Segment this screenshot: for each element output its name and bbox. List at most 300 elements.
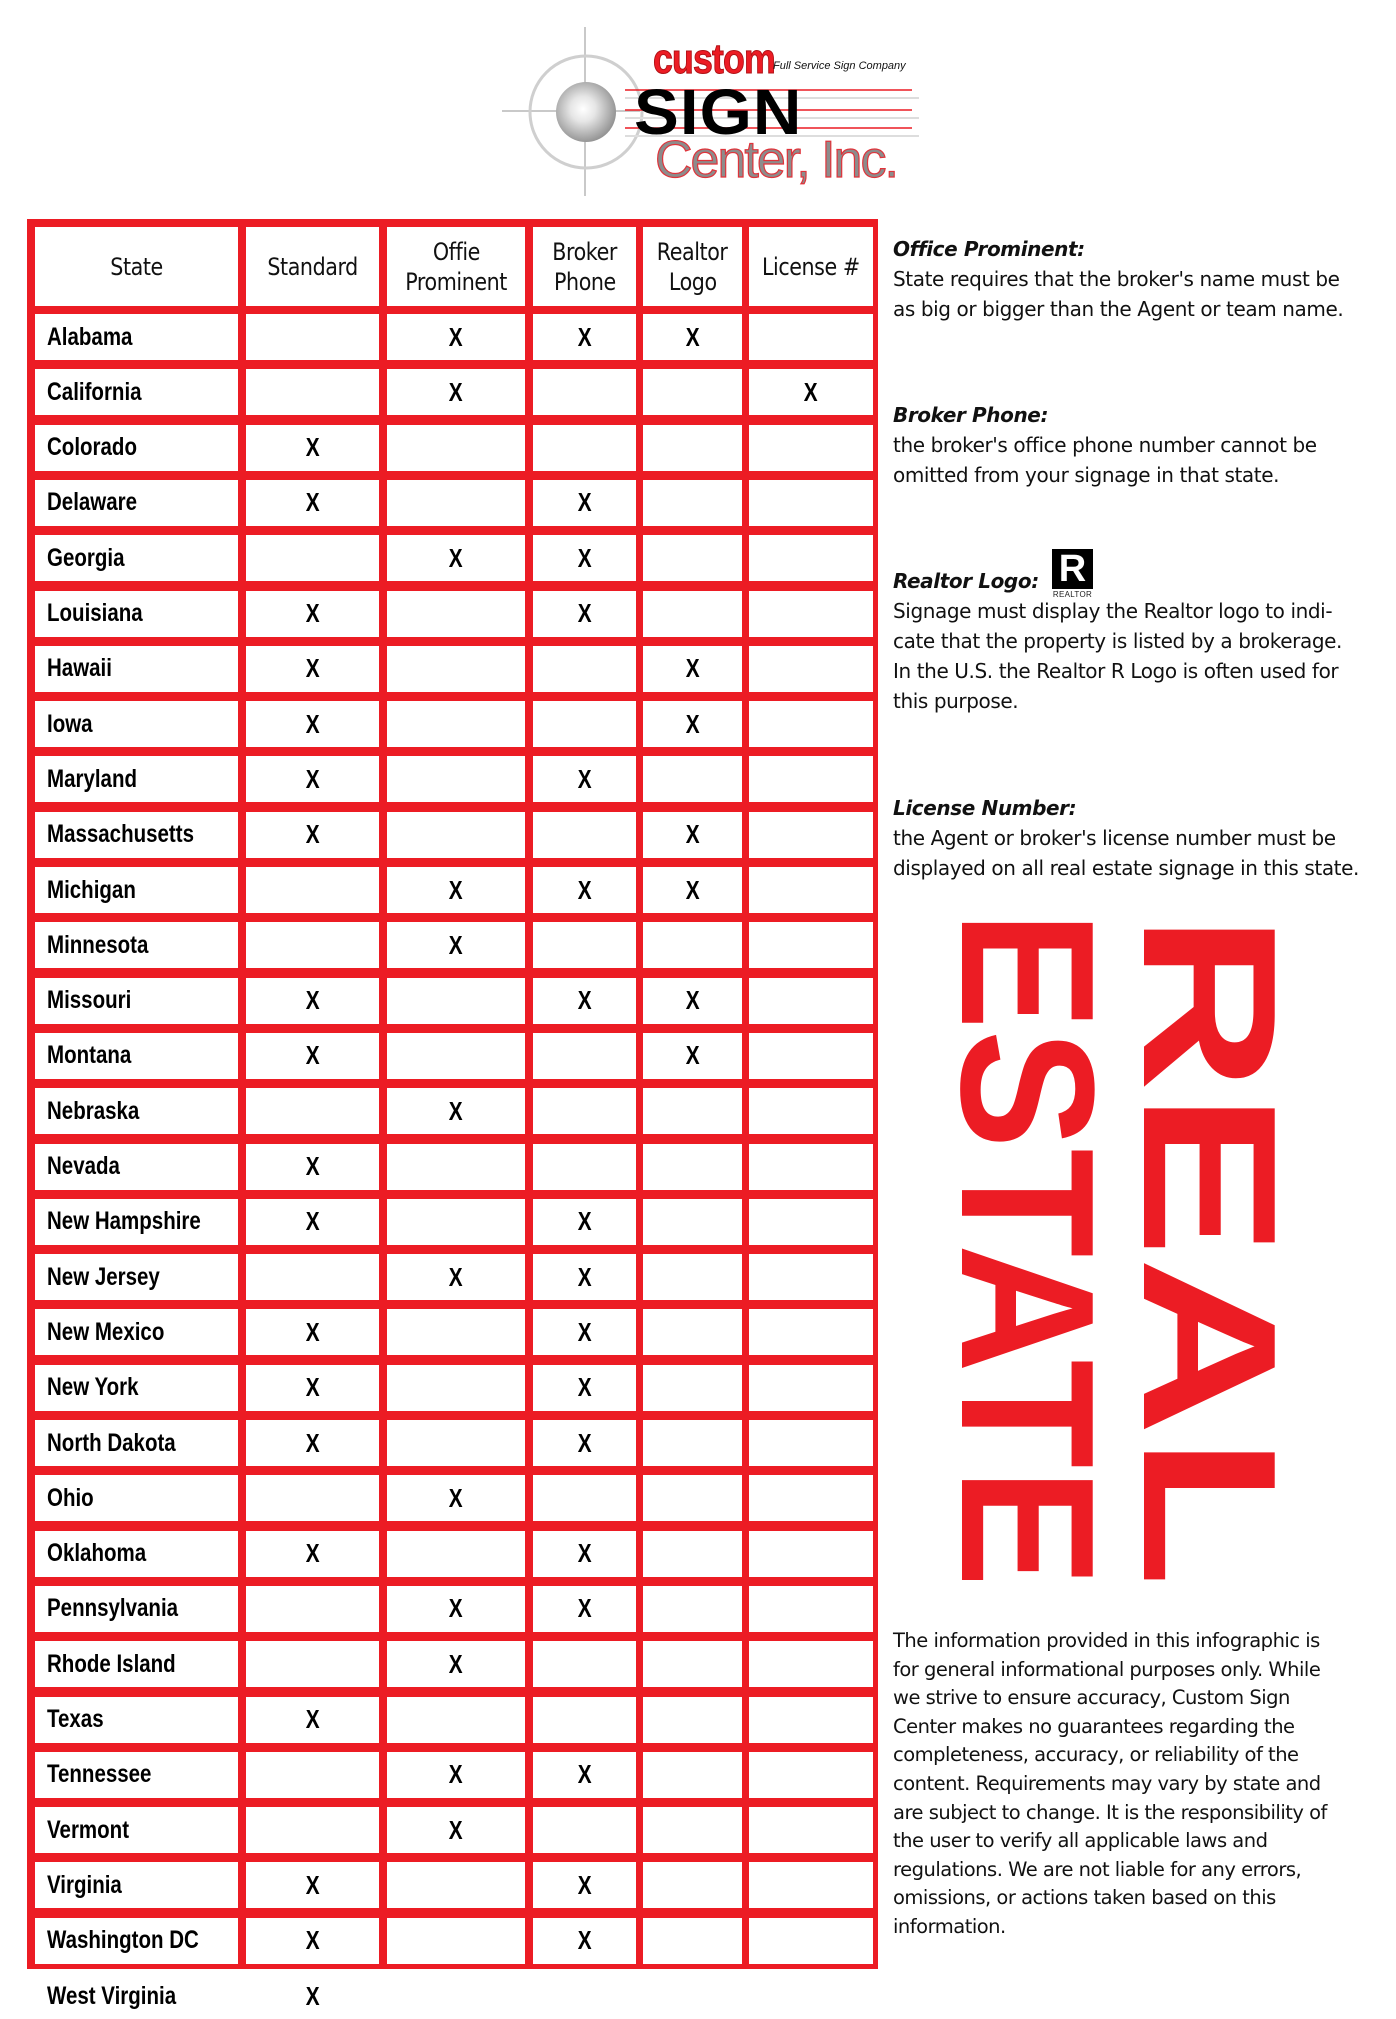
- requirement-cell-broker-phone: [533, 535, 636, 581]
- state-name: Oklahoma: [47, 1539, 147, 1568]
- graphic-word-estate: ESTATE: [921, 911, 1133, 1633]
- requirement-cell-license-number: [749, 1862, 873, 1908]
- logo-tagline: Full Service Sign Company: [773, 60, 906, 72]
- state-name: Vermont: [47, 1815, 130, 1844]
- requirement-cell-license-number: [749, 1309, 873, 1355]
- requirement-cell-license-number: [749, 1531, 873, 1577]
- requirement-cell-office-prominent: [387, 1309, 525, 1355]
- requirement-cell-office-prominent: [387, 1918, 525, 1964]
- requirement-mark: X: [449, 874, 463, 905]
- state-cell: [35, 425, 238, 471]
- state-name: New Mexico: [47, 1317, 165, 1346]
- state-cell: [35, 646, 238, 692]
- requirement-cell-standard: [246, 1033, 379, 1079]
- requirement-cell-license-number: [749, 812, 873, 858]
- requirement-cell-realtor-logo: [643, 1420, 742, 1466]
- state-cell: [35, 369, 238, 415]
- requirement-mark: X: [577, 763, 592, 794]
- state-name: Nebraska: [47, 1096, 140, 1125]
- requirement-mark: X: [577, 1759, 592, 1790]
- requirement-cell-office-prominent: [387, 314, 525, 360]
- note-line: displayed on all real estate signage in this state.: [893, 856, 1359, 880]
- logo-sign-text: SIGN: [634, 76, 803, 148]
- requirement-cell-broker-phone: [533, 1531, 636, 1577]
- requirement-mark: X: [305, 1151, 320, 1181]
- requirement-cell-realtor-logo: [643, 646, 742, 692]
- requirement-cell-broker-phone: [533, 1697, 636, 1743]
- requirement-cell-license-number: [749, 425, 873, 471]
- requirement-cell-office-prominent: [387, 1807, 525, 1853]
- state-name: Michigan: [47, 875, 136, 904]
- requirement-mark: X: [449, 1593, 463, 1624]
- requirement-cell-realtor-logo: [643, 1752, 742, 1798]
- realtor-logo-caption: REALTOR: [1052, 590, 1093, 599]
- column-header-label: State: [110, 252, 163, 281]
- note-line: the broker's office phone number cannot be: [893, 433, 1317, 457]
- requirement-mark: X: [577, 1316, 592, 1347]
- state-requirements-table: [27, 219, 878, 2011]
- requirement-cell-office-prominent: [387, 369, 525, 415]
- requirement-mark: X: [577, 1869, 592, 1900]
- requirement-cell-license-number: [749, 1144, 873, 1190]
- state-name: Virginia: [47, 1870, 122, 1899]
- requirement-cell-broker-phone: [533, 1752, 636, 1798]
- state-cell: [35, 1641, 238, 1687]
- requirement-cell-office-prominent: [387, 535, 525, 581]
- state-name: Iowa: [47, 709, 93, 738]
- state-name: Delaware: [47, 488, 138, 517]
- requirement-mark: X: [577, 1925, 592, 1956]
- requirement-mark: X: [449, 929, 463, 960]
- note-heading: Realtor Logo:: [893, 569, 1039, 593]
- requirement-cell-license-number: [749, 535, 873, 581]
- requirement-cell-office-prominent: [387, 1254, 525, 1300]
- requirement-cell-broker-phone: [533, 756, 636, 802]
- requirement-mark: X: [305, 763, 320, 794]
- requirement-mark: X: [685, 985, 700, 1016]
- requirement-cell-office-prominent: [387, 1531, 525, 1577]
- requirement-mark: X: [577, 598, 592, 628]
- column-header-label: Offie Prominent: [405, 237, 507, 296]
- state-name: West Virginia: [47, 1981, 177, 2010]
- requirement-cell-realtor-logo: [643, 1697, 742, 1743]
- requirement-cell-office-prominent: [387, 701, 525, 747]
- column-header-realtor-logo: [643, 227, 742, 306]
- requirement-cell-realtor-logo: [643, 812, 742, 858]
- state-name: Tennessee: [47, 1760, 152, 1789]
- state-name: Washington DC: [47, 1926, 199, 1955]
- requirement-mark: X: [305, 1316, 320, 1347]
- disclaimer-line: Center makes no guarantees regarding the: [893, 1714, 1295, 1738]
- state-cell: [35, 1420, 238, 1466]
- requirement-cell-office-prominent: [387, 1144, 525, 1190]
- requirement-mark: X: [685, 321, 700, 352]
- state-cell: [35, 812, 238, 858]
- requirement-cell-broker-phone: [533, 1862, 636, 1908]
- requirement-cell-broker-phone: [533, 1586, 636, 1632]
- requirement-cell-broker-phone: [533, 1254, 636, 1300]
- real-estate-graphic: [921, 905, 1315, 1633]
- state-name: New Jersey: [47, 1262, 160, 1291]
- requirement-cell-broker-phone: [533, 646, 636, 692]
- requirement-mark: X: [305, 1538, 320, 1569]
- requirement-cell-realtor-logo: [643, 314, 742, 360]
- column-header-office-prominent: [387, 227, 525, 306]
- disclaimer-line: for general informational purposes only. While: [893, 1657, 1321, 1681]
- requirement-cell-broker-phone: [533, 978, 636, 1024]
- state-name: Colorado: [47, 433, 137, 462]
- state-cell: [35, 1918, 238, 1964]
- state-name: Pennsylvania: [47, 1594, 179, 1623]
- state-name: Hawaii: [47, 654, 112, 683]
- state-name: Georgia: [47, 543, 125, 572]
- requirement-cell-broker-phone: [533, 867, 636, 913]
- requirement-cell-standard: [246, 1862, 379, 1908]
- state-cell: [35, 1531, 238, 1577]
- requirement-cell-office-prominent: [387, 591, 525, 637]
- requirement-cell-broker-phone: [533, 1420, 636, 1466]
- note-line: as big or bigger than the Agent or team name.: [893, 297, 1344, 321]
- column-header-license-number: [749, 227, 873, 306]
- requirement-cell-broker-phone: [533, 922, 636, 968]
- state-cell: [35, 535, 238, 581]
- note-heading: Broker Phone:: [893, 403, 1049, 427]
- requirement-mark: X: [305, 1704, 320, 1734]
- requirement-cell-license-number: [749, 1697, 873, 1743]
- note-line: Signage must display the Realtor logo to indi-: [893, 599, 1333, 623]
- requirement-cell-broker-phone: [533, 1033, 636, 1079]
- requirement-cell-standard: [246, 1973, 379, 2019]
- requirement-cell-office-prominent: [387, 812, 525, 858]
- disclaimer-line: content. Requirements may vary by state and: [893, 1771, 1321, 1795]
- state-name: Rhode Island: [47, 1649, 176, 1678]
- disclaimer-line: regulations. We are not liable for any errors,: [893, 1857, 1302, 1881]
- state-name: New York: [47, 1373, 139, 1402]
- state-name: Louisiana: [47, 599, 143, 627]
- requirement-mark: X: [577, 487, 592, 518]
- requirement-cell-realtor-logo: [643, 1918, 742, 1964]
- requirement-cell-realtor-logo: [643, 1531, 742, 1577]
- state-cell: [35, 1475, 238, 1521]
- requirement-cell-realtor-logo: [643, 480, 742, 526]
- state-name: Massachusetts: [47, 820, 194, 849]
- requirement-cell-license-number: [749, 480, 873, 526]
- requirement-cell-realtor-logo: [643, 922, 742, 968]
- state-cell: [35, 591, 238, 637]
- requirement-cell-standard: [246, 978, 379, 1024]
- requirement-cell-license-number: [749, 1254, 873, 1300]
- requirement-cell-standard: [246, 535, 379, 581]
- requirement-mark: X: [449, 1759, 463, 1790]
- requirement-cell-license-number: [749, 1641, 873, 1687]
- note-line: the Agent or broker's license number must be: [893, 826, 1336, 850]
- requirement-cell-realtor-logo: [643, 1254, 742, 1300]
- requirement-cell-office-prominent: [387, 1475, 525, 1521]
- state-cell: [35, 1807, 238, 1853]
- requirement-cell-broker-phone: [533, 1807, 636, 1853]
- state-name: North Dakota: [47, 1428, 176, 1457]
- requirement-cell-standard: [246, 1586, 379, 1632]
- requirement-cell-office-prominent: [387, 1199, 525, 1245]
- requirement-cell-office-prominent: [387, 1586, 525, 1632]
- logo-center-text: Center, Inc.: [655, 131, 897, 189]
- requirement-mark: X: [305, 1925, 320, 1956]
- requirement-mark: X: [449, 1095, 463, 1126]
- requirement-cell-license-number: [749, 1807, 873, 1853]
- state-name: Nevada: [47, 1152, 120, 1180]
- requirement-mark: X: [449, 376, 463, 407]
- column-header-label: Standard: [267, 252, 358, 281]
- state-cell: [35, 1144, 238, 1190]
- requirement-cell-standard: [246, 591, 379, 637]
- requirement-cell-broker-phone: [533, 480, 636, 526]
- state-name: Missouri: [47, 986, 132, 1015]
- requirement-mark: X: [305, 708, 320, 739]
- requirement-cell-office-prominent: [387, 1088, 525, 1134]
- requirement-mark: X: [305, 1040, 320, 1071]
- state-name: New Hampshire: [47, 1207, 201, 1236]
- state-cell: [35, 1199, 238, 1245]
- disclaimer-text: [893, 1627, 1373, 1942]
- requirement-cell-license-number: [749, 1199, 873, 1245]
- requirement-cell-realtor-logo: [643, 1862, 742, 1908]
- state-cell: [35, 1586, 238, 1632]
- requirement-cell-standard: [246, 1088, 379, 1134]
- requirement-cell-standard: [246, 867, 379, 913]
- requirement-cell-license-number: [749, 1475, 873, 1521]
- requirement-cell-realtor-logo: [643, 535, 742, 581]
- requirement-cell-broker-phone: [533, 812, 636, 858]
- requirement-cell-standard: [246, 425, 379, 471]
- requirement-cell-realtor-logo: [643, 978, 742, 1024]
- requirement-mark: X: [305, 653, 320, 684]
- requirement-cell-broker-phone: [533, 1088, 636, 1134]
- disclaimer-line: the user to verify all applicable laws and: [893, 1829, 1268, 1853]
- requirement-cell-standard: [246, 1365, 379, 1411]
- column-header-state: [35, 227, 238, 306]
- disclaimer-line: completeness, accuracy, or reliability of the: [893, 1743, 1299, 1767]
- requirement-cell-standard: [246, 1918, 379, 1964]
- note-line: State requires that the broker's name must be: [893, 267, 1340, 291]
- requirement-cell-license-number: [749, 1365, 873, 1411]
- requirement-cell-broker-phone: [533, 1641, 636, 1687]
- requirement-cell-license-number: [749, 1752, 873, 1798]
- graphic-word-real: REAL: [1103, 913, 1315, 1431]
- requirement-cell-standard: [246, 1475, 379, 1521]
- state-cell: [35, 480, 238, 526]
- requirement-mark: X: [577, 1372, 592, 1403]
- logo-custom-text: custom: [653, 35, 775, 82]
- requirement-cell-broker-phone: [533, 591, 636, 637]
- column-header-label: Realtor Logo: [657, 237, 728, 296]
- requirement-mark: X: [449, 321, 463, 352]
- requirement-cell-office-prominent: [387, 1033, 525, 1079]
- requirement-cell-office-prominent: [387, 1697, 525, 1743]
- requirement-cell-office-prominent: [387, 480, 525, 526]
- disclaimer-line: The information provided in this infographic is: [893, 1629, 1320, 1652]
- requirement-mark: X: [685, 653, 700, 684]
- requirement-cell-license-number: [749, 756, 873, 802]
- requirement-mark: X: [305, 487, 320, 518]
- requirement-mark: X: [577, 1261, 592, 1292]
- requirement-mark: X: [685, 874, 700, 905]
- requirement-cell-realtor-logo: [643, 1309, 742, 1355]
- state-cell: [35, 1862, 238, 1908]
- requirement-mark: X: [685, 1040, 700, 1071]
- requirement-cell-standard: [246, 701, 379, 747]
- state-name: Maryland: [47, 764, 138, 793]
- requirement-mark: X: [305, 985, 320, 1016]
- state-cell: [35, 1254, 238, 1300]
- state-name: Texas: [47, 1705, 104, 1733]
- requirement-cell-broker-phone: [533, 1144, 636, 1190]
- requirement-mark: X: [449, 1648, 463, 1679]
- requirement-cell-license-number: [749, 646, 873, 692]
- requirement-cell-office-prominent: [387, 1862, 525, 1908]
- requirement-cell-realtor-logo: [643, 1586, 742, 1632]
- requirement-cell-realtor-logo: [643, 701, 742, 747]
- requirement-cell-standard: [246, 1420, 379, 1466]
- requirement-cell-license-number: [749, 922, 873, 968]
- state-cell: [35, 1697, 238, 1743]
- requirement-cell-realtor-logo: [643, 1088, 742, 1134]
- requirement-mark: X: [577, 874, 592, 905]
- disclaimer-line: we strive to ensure accuracy, Custom Sign: [893, 1686, 1290, 1710]
- state-cell: [35, 1365, 238, 1411]
- requirement-cell-license-number: [749, 1973, 873, 2019]
- state-cell: [35, 978, 238, 1024]
- requirement-cell-standard: [246, 480, 379, 526]
- requirement-cell-office-prominent: [387, 867, 525, 913]
- state-cell: [35, 756, 238, 802]
- requirement-mark: X: [577, 321, 592, 352]
- requirement-cell-realtor-logo: [643, 591, 742, 637]
- requirement-mark: X: [449, 542, 463, 573]
- requirement-cell-standard: [246, 646, 379, 692]
- requirement-cell-office-prominent: [387, 1641, 525, 1687]
- requirement-mark: X: [305, 1427, 320, 1458]
- requirement-cell-license-number: [749, 1586, 873, 1632]
- requirement-mark: X: [577, 1206, 592, 1237]
- state-cell: [35, 922, 238, 968]
- requirement-cell-realtor-logo: [643, 1973, 742, 2019]
- requirement-cell-license-number: [749, 591, 873, 637]
- requirement-cell-license-number: [749, 1420, 873, 1466]
- column-header-standard: [246, 227, 379, 306]
- disclaimer-line: omissions, or actions taken based on this: [893, 1886, 1276, 1910]
- requirement-cell-license-number: [749, 1033, 873, 1079]
- requirement-cell-realtor-logo: [643, 425, 742, 471]
- column-header-label: Broker Phone: [552, 237, 617, 296]
- requirement-cell-license-number: [749, 1088, 873, 1134]
- requirement-mark: X: [577, 1538, 592, 1569]
- requirement-cell-license-number: [749, 369, 873, 415]
- requirement-cell-realtor-logo: [643, 756, 742, 802]
- note-license-number: [893, 793, 1383, 883]
- requirement-cell-realtor-logo: [643, 1641, 742, 1687]
- note-heading: License Number:: [893, 796, 1077, 820]
- note-line: In the U.S. the Realtor R Logo is often used for: [893, 659, 1339, 683]
- requirement-mark: X: [685, 819, 700, 850]
- requirement-cell-office-prominent: [387, 1752, 525, 1798]
- requirement-cell-standard: [246, 1254, 379, 1300]
- requirement-cell-realtor-logo: [643, 1475, 742, 1521]
- note-line: omitted from your signage in that state.: [893, 463, 1280, 487]
- requirement-mark: X: [305, 432, 320, 463]
- requirement-cell-standard: [246, 812, 379, 858]
- requirement-cell-standard: [246, 1807, 379, 1853]
- disclaimer-line: are subject to change. It is the responsibility of: [893, 1800, 1327, 1824]
- state-name: Montana: [47, 1041, 132, 1070]
- state-cell: [35, 1309, 238, 1355]
- realtor-r-logo-icon: [1052, 548, 1093, 599]
- requirement-cell-standard: [246, 1641, 379, 1687]
- requirement-cell-office-prominent: [387, 756, 525, 802]
- requirement-cell-standard: [246, 369, 379, 415]
- requirement-cell-broker-phone: [533, 1309, 636, 1355]
- note-realtor-logo: [893, 566, 1383, 716]
- requirement-cell-office-prominent: [387, 1365, 525, 1411]
- requirement-cell-realtor-logo: [643, 369, 742, 415]
- state-name: California: [47, 377, 142, 406]
- requirement-cell-realtor-logo: [643, 1033, 742, 1079]
- requirement-mark: X: [804, 376, 818, 407]
- column-header-label: License #: [762, 252, 860, 281]
- requirement-cell-license-number: [749, 314, 873, 360]
- note-broker-phone: [893, 400, 1383, 490]
- state-cell: [35, 1752, 238, 1798]
- requirement-cell-standard: [246, 1309, 379, 1355]
- requirement-mark: X: [449, 1814, 463, 1845]
- state-name: Ohio: [47, 1483, 94, 1512]
- realtor-logo-letter: R: [1058, 548, 1087, 590]
- requirement-cell-standard: [246, 1752, 379, 1798]
- disclaimer-line: information.: [893, 1914, 1006, 1938]
- state-cell: [35, 314, 238, 360]
- requirement-mark: X: [449, 1482, 463, 1513]
- company-logo: [0, 0, 1396, 210]
- requirement-cell-broker-phone: [533, 1973, 636, 2019]
- requirement-cell-realtor-logo: [643, 1365, 742, 1411]
- requirement-cell-broker-phone: [533, 425, 636, 471]
- state-cell: [35, 1033, 238, 1079]
- requirement-mark: X: [577, 1427, 592, 1458]
- requirement-cell-standard: [246, 1199, 379, 1245]
- requirement-mark: X: [305, 1869, 320, 1900]
- column-header-broker-phone: [533, 227, 636, 306]
- requirement-cell-realtor-logo: [643, 1807, 742, 1853]
- requirement-mark: X: [305, 1206, 320, 1237]
- requirement-mark: X: [305, 1372, 320, 1403]
- requirement-cell-office-prominent: [387, 978, 525, 1024]
- requirement-cell-standard: [246, 1697, 379, 1743]
- requirement-cell-realtor-logo: [643, 1199, 742, 1245]
- requirement-mark: X: [577, 542, 592, 573]
- note-office-prominent: [893, 234, 1383, 324]
- state-name: Alabama: [47, 322, 133, 351]
- note-line: cate that the property is listed by a brokerage.: [893, 629, 1342, 653]
- requirement-mark: X: [305, 1980, 320, 2011]
- requirement-cell-broker-phone: [533, 1365, 636, 1411]
- requirement-cell-realtor-logo: [643, 867, 742, 913]
- requirement-cell-standard: [246, 1531, 379, 1577]
- requirement-cell-standard: [246, 1144, 379, 1190]
- requirement-cell-standard: [246, 922, 379, 968]
- requirement-cell-license-number: [749, 701, 873, 747]
- state-cell: [35, 701, 238, 747]
- requirement-mark: X: [449, 1261, 463, 1292]
- requirement-cell-broker-phone: [533, 1475, 636, 1521]
